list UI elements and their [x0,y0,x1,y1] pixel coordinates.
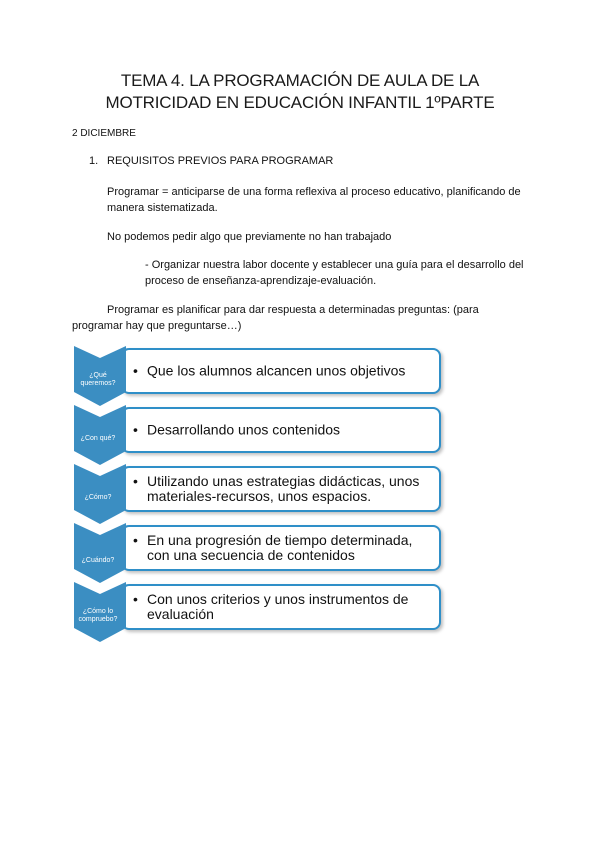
title-line-1: TEMA 4. LA PROGRAMACIÓN DE AULA DE LA [120,71,480,90]
section-heading [89,155,333,167]
question-label: ¿Cuándo? [81,557,115,564]
question-label: ¿Con qué? [80,435,116,442]
answer-text: En una progresión de tiempo determinada, con una secuencia de contenidos [147,532,413,563]
title-line-2: MOTRICIDAD EN EDUCACIÓN INFANTIL 1ºPARTE [105,93,495,112]
paragraph-organize: - Organizar nuestra labor docente y establecer una guía para el desarrollo del proceso de enseñanza-aprendizaje-evaluación. [145,259,524,287]
bullet: • [133,362,138,379]
date-label: 2 DICIEMBRE [72,128,136,139]
answer-box [121,348,441,394]
answer-text: Con unos criterios y unos instrumentos de evaluación [147,591,409,622]
answer-box [121,584,441,630]
diagram-row-objectives [72,346,444,396]
question-label: ¿Cómo lo compruebo? [78,608,118,623]
bullet: • [133,532,138,548]
answer-box [121,525,441,571]
diagram-row-methods [72,464,444,514]
paragraph-definition: Programar = anticiparse de una forma reflexiva al proceso educativo, planificando de manera sistematizada. [107,186,521,214]
paragraph-questions: Programar es planificar para dar respuesta a determinadas preguntas: (para programar hay que preguntarse…) [72,304,479,332]
diagram-row-timing [72,523,444,573]
answer-box [121,407,441,453]
diagram-row-evaluation [72,582,444,632]
question-label: ¿Qué queremos? [80,372,116,387]
answer-text: Desarrollando unos contenidos [147,421,341,438]
question-label: ¿Cómo? [84,494,112,501]
bullet: • [133,591,138,607]
bullet: • [133,473,138,489]
section-heading-text: REQUISITOS PREVIOS PARA PROGRAMAR [107,155,334,167]
answer-text: Que los alumnos alcancen unos objetivos [147,362,406,379]
answer-box [121,466,441,512]
document-title [60,70,540,114]
diagram-row-contents [72,405,444,455]
bullet: • [133,421,138,438]
chevron-arrow [74,523,126,583]
paragraph-prerequisite: No podemos pedir algo que previamente no han trabajado [107,231,392,243]
planning-questions-diagram [72,346,444,636]
section-number: 1. [89,155,99,167]
answer-text: Utilizando unas estrategias didácticas, unos materiales-recursos, unos espacios. [147,473,420,504]
